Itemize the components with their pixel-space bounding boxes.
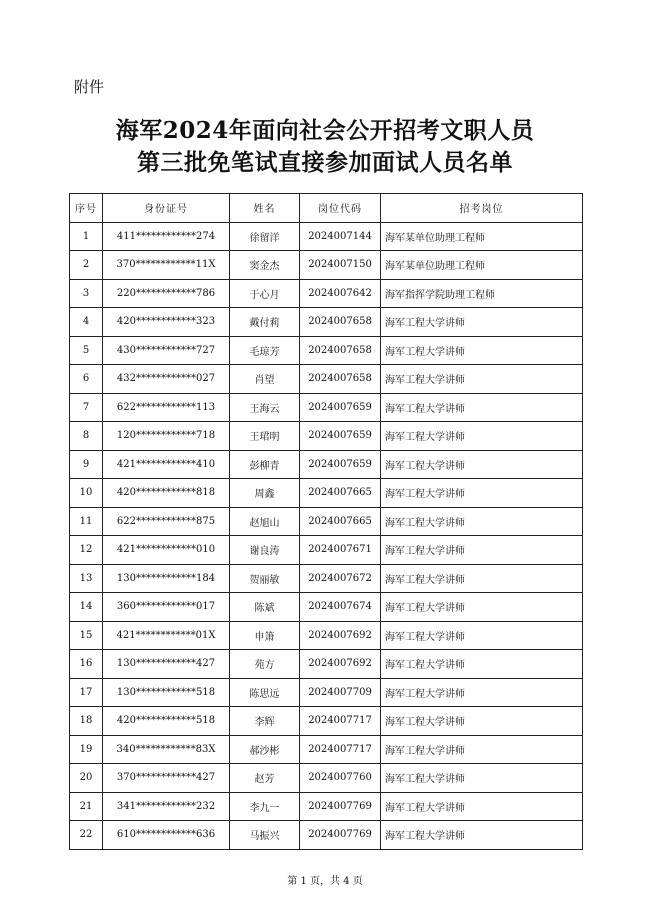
seq-cell: 11 [70,507,103,536]
post-cell: 海军工程大学讲师 [381,365,583,394]
post-code-cell: 2024007671 [300,536,381,565]
name-cell: 陈思远 [230,678,300,707]
header-id-number: 身份证号 [103,194,230,223]
table-row [70,479,583,508]
seq-cell: 3 [70,279,103,308]
post-code-cell: 2024007709 [300,678,381,707]
header-post: 招考岗位 [381,194,583,223]
seq-cell: 5 [70,336,103,365]
post-code-cell: 2024007658 [300,336,381,365]
table-row [70,821,583,850]
seq-cell: 8 [70,422,103,451]
document-title-line-1: 海军2024年面向社会公开招考文职人员 [115,117,535,144]
seq-cell: 17 [70,678,103,707]
table-row [70,536,583,565]
id-number-cell: 421************010 [103,536,230,565]
id-number-cell: 370************11X [103,251,230,280]
id-number-cell: 430************727 [103,336,230,365]
id-number-cell: 610************636 [103,821,230,850]
name-cell: 于心月 [230,279,300,308]
table-row [70,650,583,679]
table-row [70,222,583,251]
post-cell: 海军工程大学讲师 [381,336,583,365]
seq-cell: 14 [70,593,103,622]
post-cell: 海军工程大学讲师 [381,422,583,451]
id-number-cell: 341************232 [103,792,230,821]
post-code-cell: 2024007658 [300,365,381,394]
post-cell: 海军某单位助理工程师 [381,251,583,280]
post-cell: 海军工程大学讲师 [381,393,583,422]
seq-cell: 10 [70,479,103,508]
id-number-cell: 421************01X [103,621,230,650]
seq-cell: 15 [70,621,103,650]
id-number-cell: 130************184 [103,564,230,593]
seq-cell: 9 [70,450,103,479]
post-cell: 海军某单位助理工程师 [381,222,583,251]
post-code-cell: 2024007692 [300,621,381,650]
name-cell: 谢良涛 [230,536,300,565]
post-code-cell: 2024007717 [300,707,381,736]
name-cell: 王海云 [230,393,300,422]
header-seq: 序号 [70,194,103,223]
seq-cell: 12 [70,536,103,565]
post-cell: 海军工程大学讲师 [381,593,583,622]
table-row [70,792,583,821]
name-cell: 徐留洋 [230,222,300,251]
table-row [70,393,583,422]
post-code-cell: 2024007642 [300,279,381,308]
name-cell: 贺丽敏 [230,564,300,593]
table-row [70,707,583,736]
post-cell: 海军工程大学讲师 [381,507,583,536]
post-cell: 海军工程大学讲师 [381,735,583,764]
name-cell: 苑方 [230,650,300,679]
name-cell: 郝沙彬 [230,735,300,764]
name-cell: 李九一 [230,792,300,821]
post-code-cell: 2024007659 [300,393,381,422]
post-code-cell: 2024007658 [300,308,381,337]
table-row [70,365,583,394]
post-cell: 海军工程大学讲师 [381,678,583,707]
seq-cell: 7 [70,393,103,422]
seq-cell: 21 [70,792,103,821]
seq-cell: 19 [70,735,103,764]
post-code-cell: 2024007665 [300,479,381,508]
post-cell: 海军工程大学讲师 [381,650,583,679]
post-cell: 海军工程大学讲师 [381,821,583,850]
id-number-cell: 420************518 [103,707,230,736]
id-number-cell: 420************818 [103,479,230,508]
post-code-cell: 2024007692 [300,650,381,679]
table-row [70,621,583,650]
id-number-cell: 622************875 [103,507,230,536]
post-code-cell: 2024007717 [300,735,381,764]
post-code-cell: 2024007665 [300,507,381,536]
name-cell: 赵芳 [230,764,300,793]
seq-cell: 16 [70,650,103,679]
post-cell: 海军工程大学讲师 [381,450,583,479]
post-cell: 海军工程大学讲师 [381,707,583,736]
id-number-cell: 220************786 [103,279,230,308]
name-cell: 王珺明 [230,422,300,451]
id-number-cell: 120************718 [103,422,230,451]
seq-cell: 4 [70,308,103,337]
post-code-cell: 2024007769 [300,792,381,821]
name-cell: 肖望 [230,365,300,394]
post-code-cell: 2024007760 [300,764,381,793]
table-row [70,251,583,280]
post-code-cell: 2024007769 [300,821,381,850]
post-cell: 海军工程大学讲师 [381,621,583,650]
name-cell: 马振兴 [230,821,300,850]
post-code-cell: 2024007144 [300,222,381,251]
table-row [70,279,583,308]
name-cell: 毛琼芳 [230,336,300,365]
header-post-code: 岗位代码 [300,194,381,223]
id-number-cell: 370************427 [103,764,230,793]
id-number-cell: 360************017 [103,593,230,622]
seq-cell: 2 [70,251,103,280]
post-code-cell: 2024007150 [300,251,381,280]
post-cell: 海军工程大学讲师 [381,536,583,565]
header-name: 姓名 [230,194,300,223]
table-row [70,678,583,707]
table-row [70,593,583,622]
name-cell: 彭柳青 [230,450,300,479]
seq-cell: 13 [70,564,103,593]
id-number-cell: 622************113 [103,393,230,422]
id-number-cell: 420************323 [103,308,230,337]
table-row [70,308,583,337]
id-number-cell: 411************274 [103,222,230,251]
seq-cell: 20 [70,764,103,793]
seq-cell: 18 [70,707,103,736]
id-number-cell: 130************427 [103,650,230,679]
post-cell: 海军工程大学讲师 [381,479,583,508]
post-cell: 海军指挥学院助理工程师 [381,279,583,308]
post-cell: 海军工程大学讲师 [381,564,583,593]
id-number-cell: 432************027 [103,365,230,394]
id-number-cell: 340************83X [103,735,230,764]
post-cell: 海军工程大学讲师 [381,792,583,821]
table-row [70,507,583,536]
seq-cell: 6 [70,365,103,394]
table-row [70,450,583,479]
table-row [70,735,583,764]
table-header-row [70,194,583,223]
post-cell: 海军工程大学讲师 [381,764,583,793]
name-cell: 周鑫 [230,479,300,508]
table-row [70,764,583,793]
table-row [70,564,583,593]
page-footer: 第 1 页，共 4 页 [287,876,363,887]
name-cell: 戴付莉 [230,308,300,337]
name-cell: 李辉 [230,707,300,736]
document-title-line-2: 第三批免笔试直接参加面试人员名单 [137,149,513,176]
name-cell: 陈斌 [230,593,300,622]
candidate-table [69,193,583,850]
name-cell: 窦金杰 [230,251,300,280]
table-row [70,422,583,451]
post-code-cell: 2024007672 [300,564,381,593]
attachment-label: 附件 [74,78,105,96]
id-number-cell: 130************518 [103,678,230,707]
table-row [70,336,583,365]
post-cell: 海军工程大学讲师 [381,308,583,337]
table-body [70,222,583,849]
post-code-cell: 2024007659 [300,422,381,451]
id-number-cell: 421************410 [103,450,230,479]
seq-cell: 22 [70,821,103,850]
name-cell: 申箫 [230,621,300,650]
seq-cell: 1 [70,222,103,251]
name-cell: 赵旭山 [230,507,300,536]
post-code-cell: 2024007674 [300,593,381,622]
post-code-cell: 2024007659 [300,450,381,479]
